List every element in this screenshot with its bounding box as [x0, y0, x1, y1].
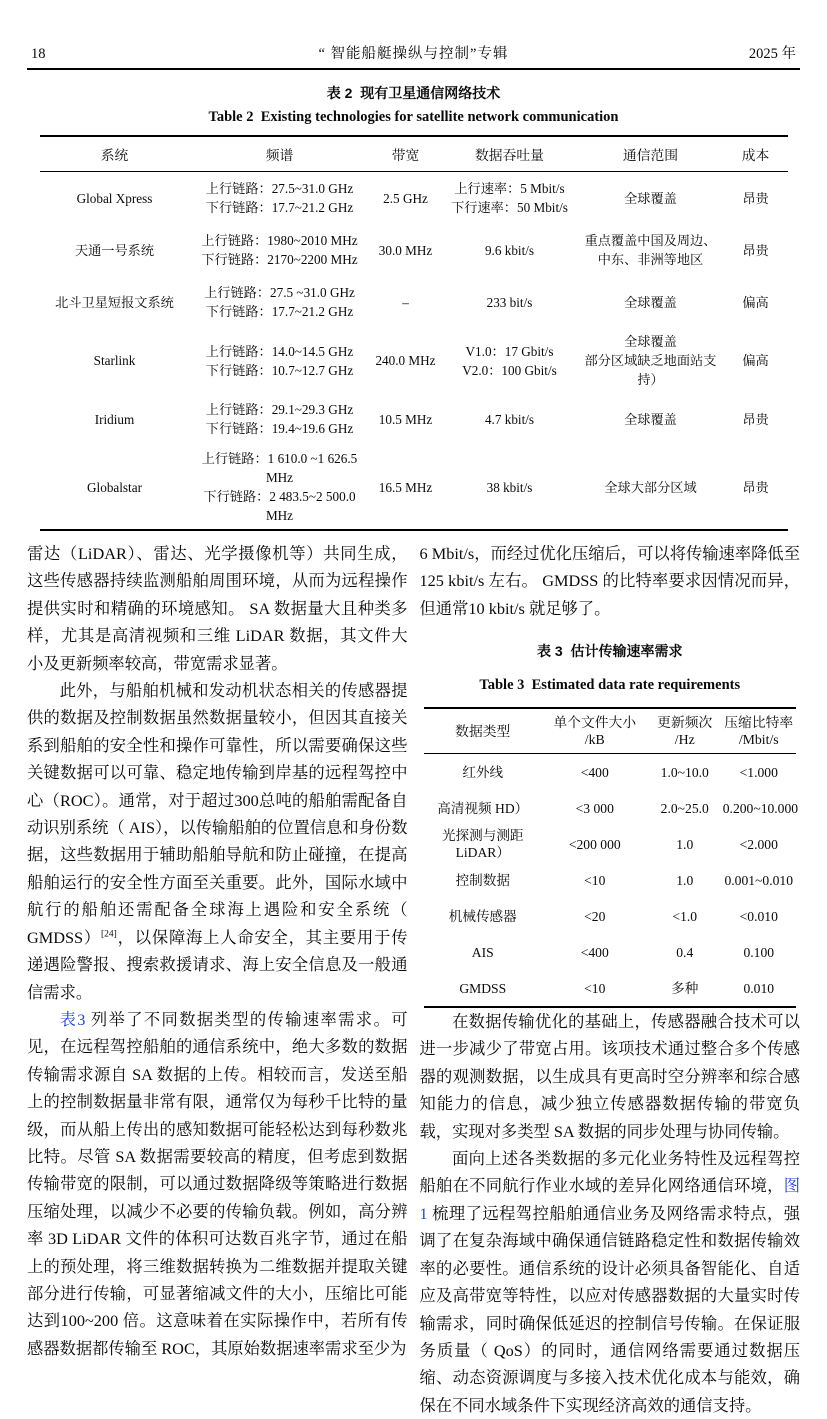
coverage-line: 中东、非洲等地区 — [597, 252, 704, 267]
column-left — [27, 540, 408, 1419]
cell-bitrate: 0.100 — [743, 944, 775, 960]
throughput-line: V2.0：100 Gbit/s — [462, 362, 557, 378]
spectrum-uplink: 上行链路：14.0~14.5 GHz — [205, 343, 354, 359]
throughput-line: 下行速率：50 Mbit/s — [451, 200, 568, 215]
header-name: 单个文件大小 — [553, 715, 637, 731]
cell-bandwidth: 10.5 MHz — [378, 411, 433, 427]
cell-coverage — [578, 328, 724, 393]
cell-bandwidth: 2.5 GHz — [383, 190, 428, 206]
throughput-line: V1.0：17 Gbit/s — [465, 343, 554, 359]
cell-updatefreq: 1.0 — [676, 836, 694, 852]
satellite-network-table — [40, 135, 788, 531]
cell-updatefreq: <1.0 — [672, 908, 698, 924]
spectrum-downlink: 下行链路：2170~2200 MHz — [201, 252, 358, 267]
running-head — [27, 0, 800, 70]
cell-throughput — [442, 393, 578, 445]
cell-throughput — [442, 445, 578, 530]
table-row — [424, 790, 796, 826]
column-header-coverage: 通信范围 — [578, 136, 724, 172]
table3-caption-zh: 表 3 估计传输速率需求 — [537, 643, 683, 660]
cell-filesize: <10 — [584, 980, 606, 996]
column-header-bandwidth: 带宽 — [370, 136, 442, 172]
column-header-bitrate — [722, 708, 796, 754]
table-row — [424, 754, 796, 791]
header-name: 数据类型 — [455, 723, 511, 739]
column-right — [420, 540, 801, 1419]
table-row — [40, 445, 788, 530]
cell-throughput — [442, 172, 578, 225]
paragraph: 在数据传输优化的基础上，传感器融合技术可以进一步减少了带宽占用。该项技术通过整合多个传感器的观测数据，以生成具有更高时空分辨率和综合感知能力的信息，减少独立传感器数据传输的带宽负载，实现对多类型 SA 数据的同步处理与协同传输。 — [419, 1012, 800, 1141]
cell-cost: 昂贵 — [742, 411, 769, 427]
cell-spectrum — [190, 172, 370, 225]
coverage-line: 全球大部分区域 — [604, 479, 697, 495]
spectrum-downlink: 下行链路：19.4~19.6 GHz — [205, 421, 354, 436]
table-row — [424, 934, 796, 970]
paragraph-text: ，以保障海上人命安全，其主要用于传递遇险警报、搜索救援请求、海上安全信息及一般通信需求。 — [27, 927, 408, 1002]
paragraph-text: 此外，与船舶机械和发动机状态相关的传感器提供的数据及控制数据虽然数据量较小，但因其直接关系到船舶的安全性和操作可靠性，所以需要确保这些关键数据可以可靠、稳定地传输到岸基的远程驾控中心（ROC）。通常，对于超过300总吨的船舶需配备自动识别系统（ AIS），以传输船舶的位置信息和身份数据，这些数据用于辅助船舶导航和防止碰撞，在提高船舶运行的安全性方面至关重要。此外，国际水域中航行的船舶还需配备全球海上遇险和安全系统（ GMDSS） — [27, 681, 408, 947]
cell-throughput — [442, 224, 578, 276]
throughput-line: 9.6 kbit/s — [484, 242, 535, 258]
table-row — [424, 898, 796, 934]
spectrum-downlink: 下行链路：2 483.5~2 500.0 MHz — [203, 489, 356, 523]
cell-spectrum — [190, 393, 370, 445]
citation-ref-24[interactable]: [24] — [101, 929, 117, 940]
cell-filesize: <400 — [580, 764, 609, 780]
cell-filesize: <200 000 — [568, 836, 621, 852]
throughput-line: 4.7 kbit/s — [484, 411, 535, 427]
spectrum-uplink: 上行链路：29.1~29.3 GHz — [205, 402, 354, 417]
table2-caption-en: Table 2 Existing technologies for satellite network communication — [208, 109, 619, 125]
cell-system: 北斗卫星短报文系统 — [55, 294, 174, 310]
cell-filesize: <3 000 — [575, 800, 614, 816]
header-unit: /Mbit/s — [738, 732, 779, 748]
cell-cost: 昂贵 — [742, 479, 769, 495]
table-header-row — [40, 136, 788, 172]
paragraph — [27, 677, 408, 1006]
cell-datatype: 控制数据 — [455, 872, 510, 888]
spectrum-uplink: 上行链路：27.5 ~31.0 GHz — [204, 285, 355, 300]
cell-system: 天通一号系统 — [74, 242, 155, 258]
cell-bitrate: <0.010 — [739, 908, 778, 924]
cell-filesize: <400 — [580, 944, 609, 960]
cell-throughput — [442, 276, 578, 328]
cell-bitrate: <2.000 — [739, 836, 778, 852]
coverage-line: 全球覆盖 — [624, 334, 677, 349]
page-number: 18 — [31, 46, 46, 62]
throughput-line: 38 kbit/s — [486, 479, 533, 495]
cell-system: Global Xpress — [76, 190, 153, 206]
coverage-line: 全球覆盖 — [624, 294, 677, 310]
spectrum-downlink: 下行链路：17.7~21.2 GHz — [205, 200, 354, 215]
cell-updatefreq: 1.0 — [676, 872, 694, 888]
paragraph-text: 列举了不同数据类型的传输速率需求。可见，在远程驾控船舶的通信系统中，绝大多数的数据传输需求源自 SA 数据的上传。相较而言，发送至船上的控制数据量非常有限，通常仅为每秒千比特的量级，而从船上传出的感知数据可能轻松达到每秒数兆比特。尽管 SA 数据需要较高的精度，但考虑到数据传输带宽的限制，可以通过数据降级等策略进行数据压缩处理，以减少不必要的传输负载。例如，高分辨率 3D LiDAR 文件的体积可达数百兆字节，通过在船上的预处理，将三维数据转换为二维数据并提取关键部分进行传输，可显著缩减文件的大小，压缩比可能达到100~200 倍。这意味着在实际操作中，若所有传感器数据都传输至 ROC，其原始数据速率需求至少为 — [27, 1009, 408, 1358]
cell-coverage — [578, 393, 724, 445]
throughput-line: 上行速率：5 Mbit/s — [454, 181, 565, 196]
table-row — [424, 826, 796, 862]
paragraph-text: 梳理了远程驾控船舶通信业务及网络需求特点，强调了在复杂海域中确保通信链路稳定性和数据传输效率的必要性。通信系统的设计必须具备智能化、自适应及高带宽等特性，以应对传感器数据的大量实时传输需求，同时确保低延迟的控制信号传输。在保证服务质量（ QoS）的同时，通信网络需要通过数据压缩、动态资源调度与多接入技术优化成本与能效，确保在不同水域条件下实现经济高效的通信支持。 — [419, 1203, 800, 1415]
cell-bandwidth: 240.0 MHz — [375, 353, 436, 368]
column-header-system: 系统 — [40, 136, 190, 172]
cell-bitrate: 0.001~0.010 — [724, 872, 794, 888]
cell-datatype: 红外线 — [462, 764, 504, 780]
spectrum-downlink: 下行链路：17.7~21.2 GHz — [205, 304, 354, 319]
table-row — [40, 393, 788, 445]
column-header-filesize — [542, 708, 648, 754]
header-name: 压缩比特率 — [724, 715, 794, 731]
cell-spectrum — [190, 328, 370, 393]
data-rate-table — [424, 707, 799, 1008]
cell-datatype: GMDSS — [459, 980, 507, 996]
cell-datatype: 机械传感器 — [448, 908, 517, 924]
table3-ref-link[interactable]: 表3 — [59, 1009, 86, 1029]
cell-bandwidth: – — [402, 294, 409, 310]
column-header-cost: 成本 — [724, 136, 788, 172]
column-header-updatefreq — [648, 708, 722, 754]
spectrum-downlink: 下行链路：10.7~12.7 GHz — [205, 362, 354, 378]
cell-datatype: 高清视频 HD） — [437, 800, 529, 816]
paragraph: 6 Mbit/s，而经过优化压缩后，可以将传输速率降低至 125 kbit/s 左右。 GMDSS 的比特率要求因情况而异，但通常10 kbit/s 就足够了。 — [419, 544, 800, 618]
year-label: 2025 年 — [748, 46, 796, 62]
table-row — [40, 172, 788, 225]
cell-coverage — [578, 276, 724, 328]
column-header-datatype — [424, 708, 542, 754]
cell-cost: 昂贵 — [742, 242, 769, 258]
paragraph: 雷达（LiDAR）、雷达、光学摄像机等）共同生成，这些传感器持续监测船舶周围环境，从而为远程操作提供实时和精确的环境感知。 SA 数据量大且种类多样，尤其是高清视频和三维 LiDAR 数据，其文件大小及更新频率较高，带宽需求显著。 — [27, 544, 408, 673]
cell-system: Globalstar — [87, 479, 142, 495]
coverage-line: 全球覆盖 — [624, 411, 677, 427]
cell-spectrum — [190, 224, 370, 276]
cell-datatype: AIS — [471, 944, 494, 960]
cell-throughput — [442, 328, 578, 393]
cell-updatefreq: 0.4 — [676, 944, 694, 960]
body-text — [27, 540, 800, 1419]
cell-system: Starlink — [93, 353, 136, 368]
cell-bitrate: 0.200~10.000 — [722, 800, 799, 816]
header-name: 更新频次 — [657, 715, 713, 731]
cell-cost: 偏高 — [742, 353, 769, 368]
cell-updatefreq: 2.0~25.0 — [660, 800, 709, 816]
figure1-ref-link[interactable]: 图1 — [419, 1176, 800, 1223]
paragraph — [27, 1006, 408, 1362]
header-unit: /kB — [584, 732, 605, 748]
table-header-row — [424, 708, 796, 754]
paragraph-text: 面向上述各类数据的多元化业务特性及远程驾控船舶在不同航行作业水域的差异化网络通信环境， — [419, 1149, 800, 1196]
header-unit: /Hz — [674, 732, 695, 748]
table-row — [424, 970, 796, 1007]
cell-bitrate: 0.010 — [743, 980, 775, 996]
cell-coverage — [578, 172, 724, 225]
cell-bitrate: <1.000 — [739, 764, 778, 780]
table-row — [424, 862, 796, 898]
spectrum-uplink: 上行链路：1 610.0 ~1 626.5 MHz — [201, 451, 358, 485]
cell-updatefreq: 1.0~10.0 — [660, 764, 709, 780]
paragraph — [420, 1145, 801, 1419]
cell-spectrum — [190, 445, 370, 530]
table2-caption-zh: 表 2 现有卫星通信网络技术 — [326, 85, 501, 101]
throughput-line: 233 bit/s — [486, 294, 533, 310]
cell-coverage — [578, 445, 724, 530]
cell-bandwidth: 16.5 MHz — [378, 479, 433, 495]
table-row — [40, 224, 788, 276]
table3-caption-en: Table 3 Estimated data rate requirements — [479, 676, 741, 693]
coverage-line: 全球覆盖 — [624, 190, 677, 206]
spectrum-uplink: 上行链路：1980~2010 MHz — [201, 233, 358, 248]
column-header-throughput: 数据吞吐量 — [442, 136, 578, 172]
journal-title: “ 智能船艇操纵与控制”专辑 — [318, 46, 509, 62]
cell-filesize: <10 — [584, 872, 606, 888]
cell-bandwidth: 30.0 MHz — [378, 242, 433, 258]
cell-cost: 昂贵 — [742, 190, 769, 206]
coverage-line: 重点覆盖中国及周边、 — [584, 233, 717, 248]
cell-spectrum — [190, 276, 370, 328]
cell-coverage — [578, 224, 724, 276]
cell-system: Iridium — [94, 411, 135, 427]
cell-cost: 偏高 — [742, 294, 769, 310]
table-row — [40, 276, 788, 328]
table-row — [40, 328, 788, 393]
column-header-spectrum: 频谱 — [190, 136, 370, 172]
cell-updatefreq: 多种 — [671, 980, 699, 996]
cell-datatype: 光探测与测距 LiDAR） — [441, 828, 524, 861]
coverage-line: 部分区域缺乏地面站支持） — [584, 353, 717, 387]
spectrum-uplink: 上行链路：27.5~31.0 GHz — [205, 181, 354, 196]
cell-filesize: <20 — [584, 908, 606, 924]
